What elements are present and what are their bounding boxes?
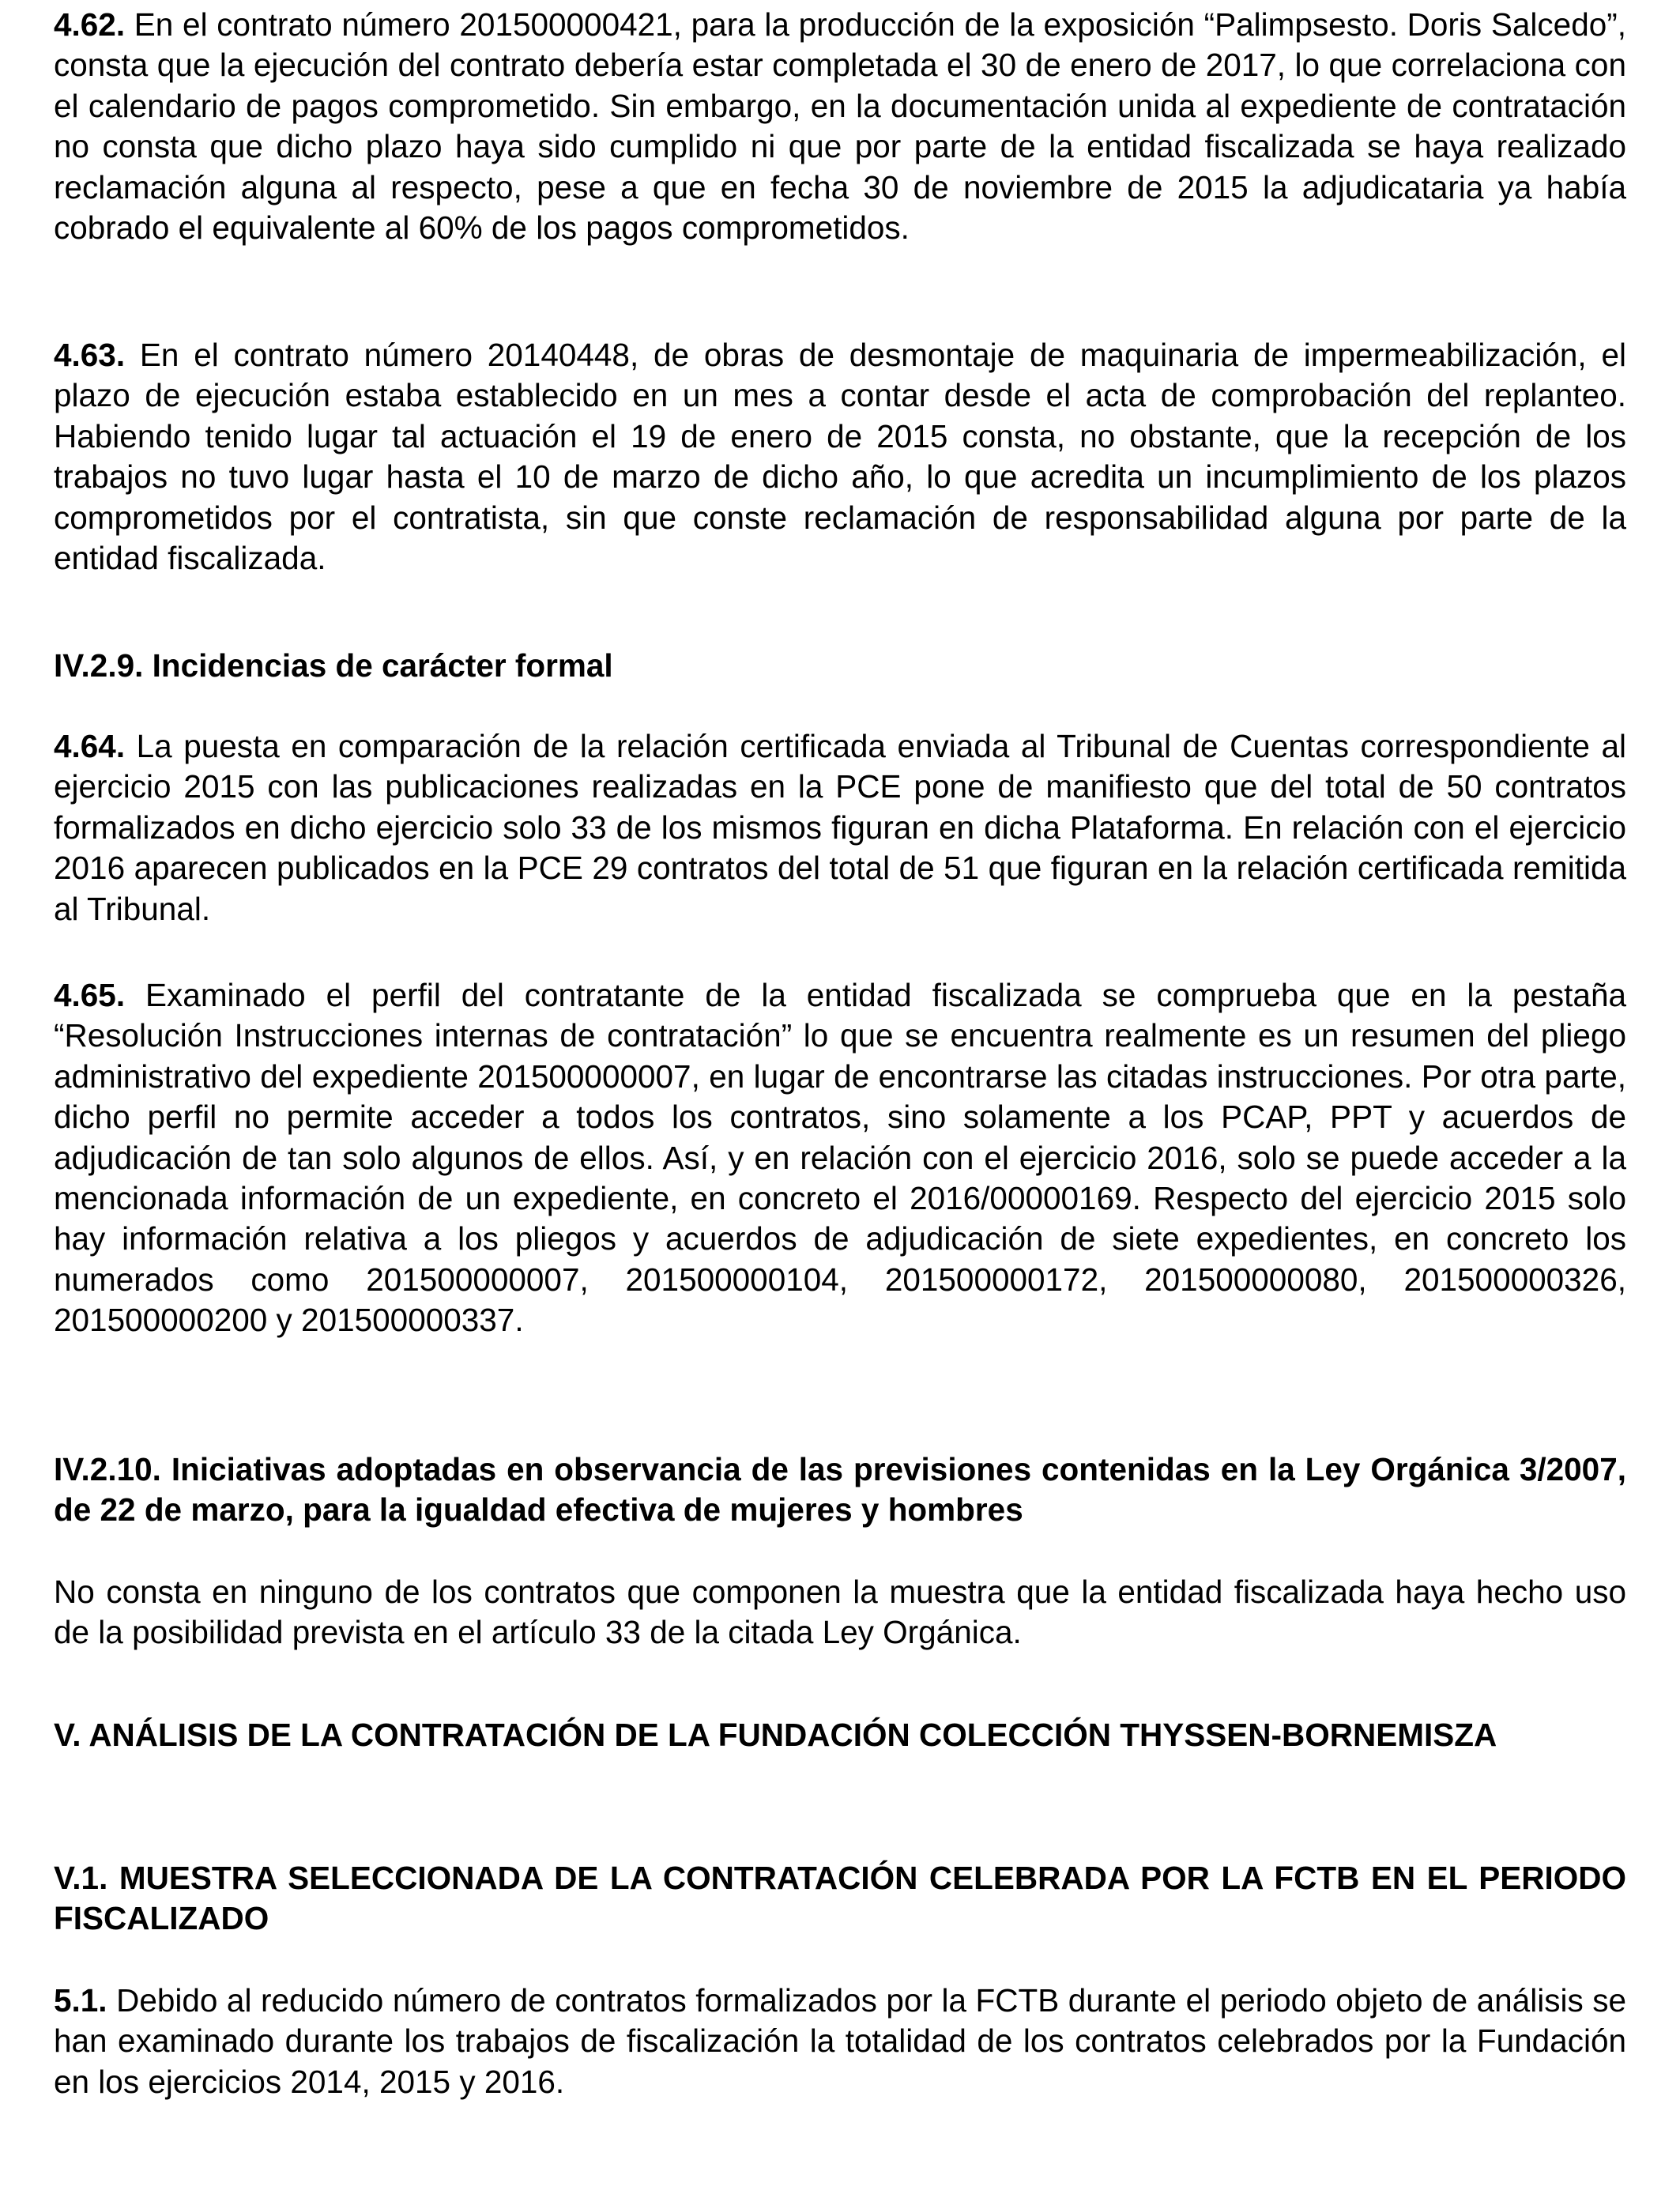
section-heading-iv-2-10 — [54, 1449, 1626, 1531]
paragraph-text: La puesta en comparación de la relación certificada enviada al Tribunal de Cuentas correspondiente al ejercicio 2015 con las publicaciones realizadas en la PCE pone de manifiesto que del total de 50 contratos formalizados en dicho ejercicio solo 33 de los mismos figuran en dicha Plataforma. En relación con el ejercicio 2016 aparecen publicados en la PCE 29 contratos del total de 51 que figuran en la relación certificada remitida al Tribunal. — [54, 728, 1626, 927]
section-heading-v-1 — [54, 1858, 1626, 1940]
paragraph-ley-organica-note — [54, 1572, 1626, 1653]
paragraph-text: No consta en ninguno de los contratos que componen la muestra que la entidad fiscalizada haya hecho uso de la posibilidad prevista en el artículo 33 de la citada Ley Orgánica. — [54, 1574, 1626, 1651]
paragraph-number: 4.62. — [54, 6, 126, 43]
heading-text: MUESTRA SELECCIONADA DE LA CONTRATACIÓN CELEBRADA POR LA FCTB EN EL PERIODO FISCALIZADO — [54, 1860, 1626, 1937]
paragraph-number: 5.1. — [54, 1982, 107, 2019]
paragraph-5-1 — [54, 1981, 1626, 2102]
paragraph-text: Examinado el perfil del contratante de la entidad fiscalizada se comprueba que en la pestaña “Resolución Instrucciones internas de contratación” lo que se encuentra realmente es un resumen del pliego administrativo del expediente 201500000007, en lugar de encontrarse las citadas instrucciones. Por otra parte, dicho perfil no permite acceder a todos los contratos, sino solamente a los PCAP, PPT y acuerdos de adjudicación de tan solo algunos de ellos. Así, y en relación con el ejercicio 2016, solo se puede acceder a la mencionada información de un expediente, en concreto el 2016/00000169. Respecto del ejercicio 2015 solo hay información relativa a los pliegos y acuerdos de adjudicación de siete expedientes, en concreto los numerados como 201500000007, 201500000104, 201500000172, 201500000080, 201500000326, 201500000200 y 201500000337. — [54, 977, 1626, 1339]
paragraph-number: 4.64. — [54, 728, 126, 764]
heading-number: IV.2.10. — [54, 1451, 161, 1487]
paragraph-text: En el contrato número 20140448, de obras de desmontaje de maquinaria de impermeabilización, el plazo de ejecución estaba establecido en un mes a contar desde el acta de comprobación del replanteo. Habiendo tenido lugar tal actuación el 19 de enero de 2015 consta, no obstante, que la recepción de los trabajos no tuvo lugar hasta el 10 de marzo de dicho año, lo que acredita un incumplimiento de los plazos comprometidos por el contratista, sin que conste reclamación de responsabilidad alguna por parte de la entidad fiscalizada. — [54, 337, 1626, 577]
heading-number: V. — [54, 1717, 81, 1753]
paragraph-4-62 — [54, 5, 1626, 248]
heading-text: ANÁLISIS DE LA CONTRATACIÓN DE LA FUNDACIÓN COLECCIÓN THYSSEN-BORNEMISZA — [89, 1717, 1497, 1753]
heading-number: IV.2.9. — [54, 647, 144, 684]
paragraph-text: Debido al reducido número de contratos formalizados por la FCTB durante el periodo objeto de análisis se han examinado durante los trabajos de fiscalización la totalidad de los contratos celebrados por la Fundación en los ejercicios 2014, 2015 y 2016. — [54, 1982, 1626, 2100]
section-heading-iv-2-9 — [54, 646, 1626, 686]
paragraph-text: En el contrato número 201500000421, para la producción de la exposición “Palimpsesto. Doris Salcedo”, consta que la ejecución del contrato debería estar completada el 30 de enero de 2017, lo que correlaciona con el calendario de pagos comprometido. Sin embargo, en la documentación unida al expediente de contratación no consta que dicho plazo haya sido cumplido ni que por parte de la entidad fiscalizada se haya realizado reclamación alguna al respecto, pese a que en fecha 30 de noviembre de 2015 la adjudicataria ya había cobrado el equivalente al 60% de los pagos comprometidos. — [54, 6, 1626, 247]
paragraph-4-63 — [54, 335, 1626, 579]
heading-text: Incidencias de carácter formal — [152, 647, 613, 684]
heading-number: V.1. — [54, 1860, 108, 1896]
section-heading-v — [54, 1715, 1626, 1755]
paragraph-number: 4.63. — [54, 337, 126, 373]
paragraph-4-64 — [54, 726, 1626, 929]
paragraph-4-65 — [54, 975, 1626, 1341]
heading-text: Iniciativas adoptadas en observancia de las previsiones contenidas en la Ley Orgánica 3/2007, de 22 de marzo, para la igualdad efectiva de mujeres y hombres — [54, 1451, 1626, 1529]
paragraph-number: 4.65. — [54, 977, 126, 1013]
